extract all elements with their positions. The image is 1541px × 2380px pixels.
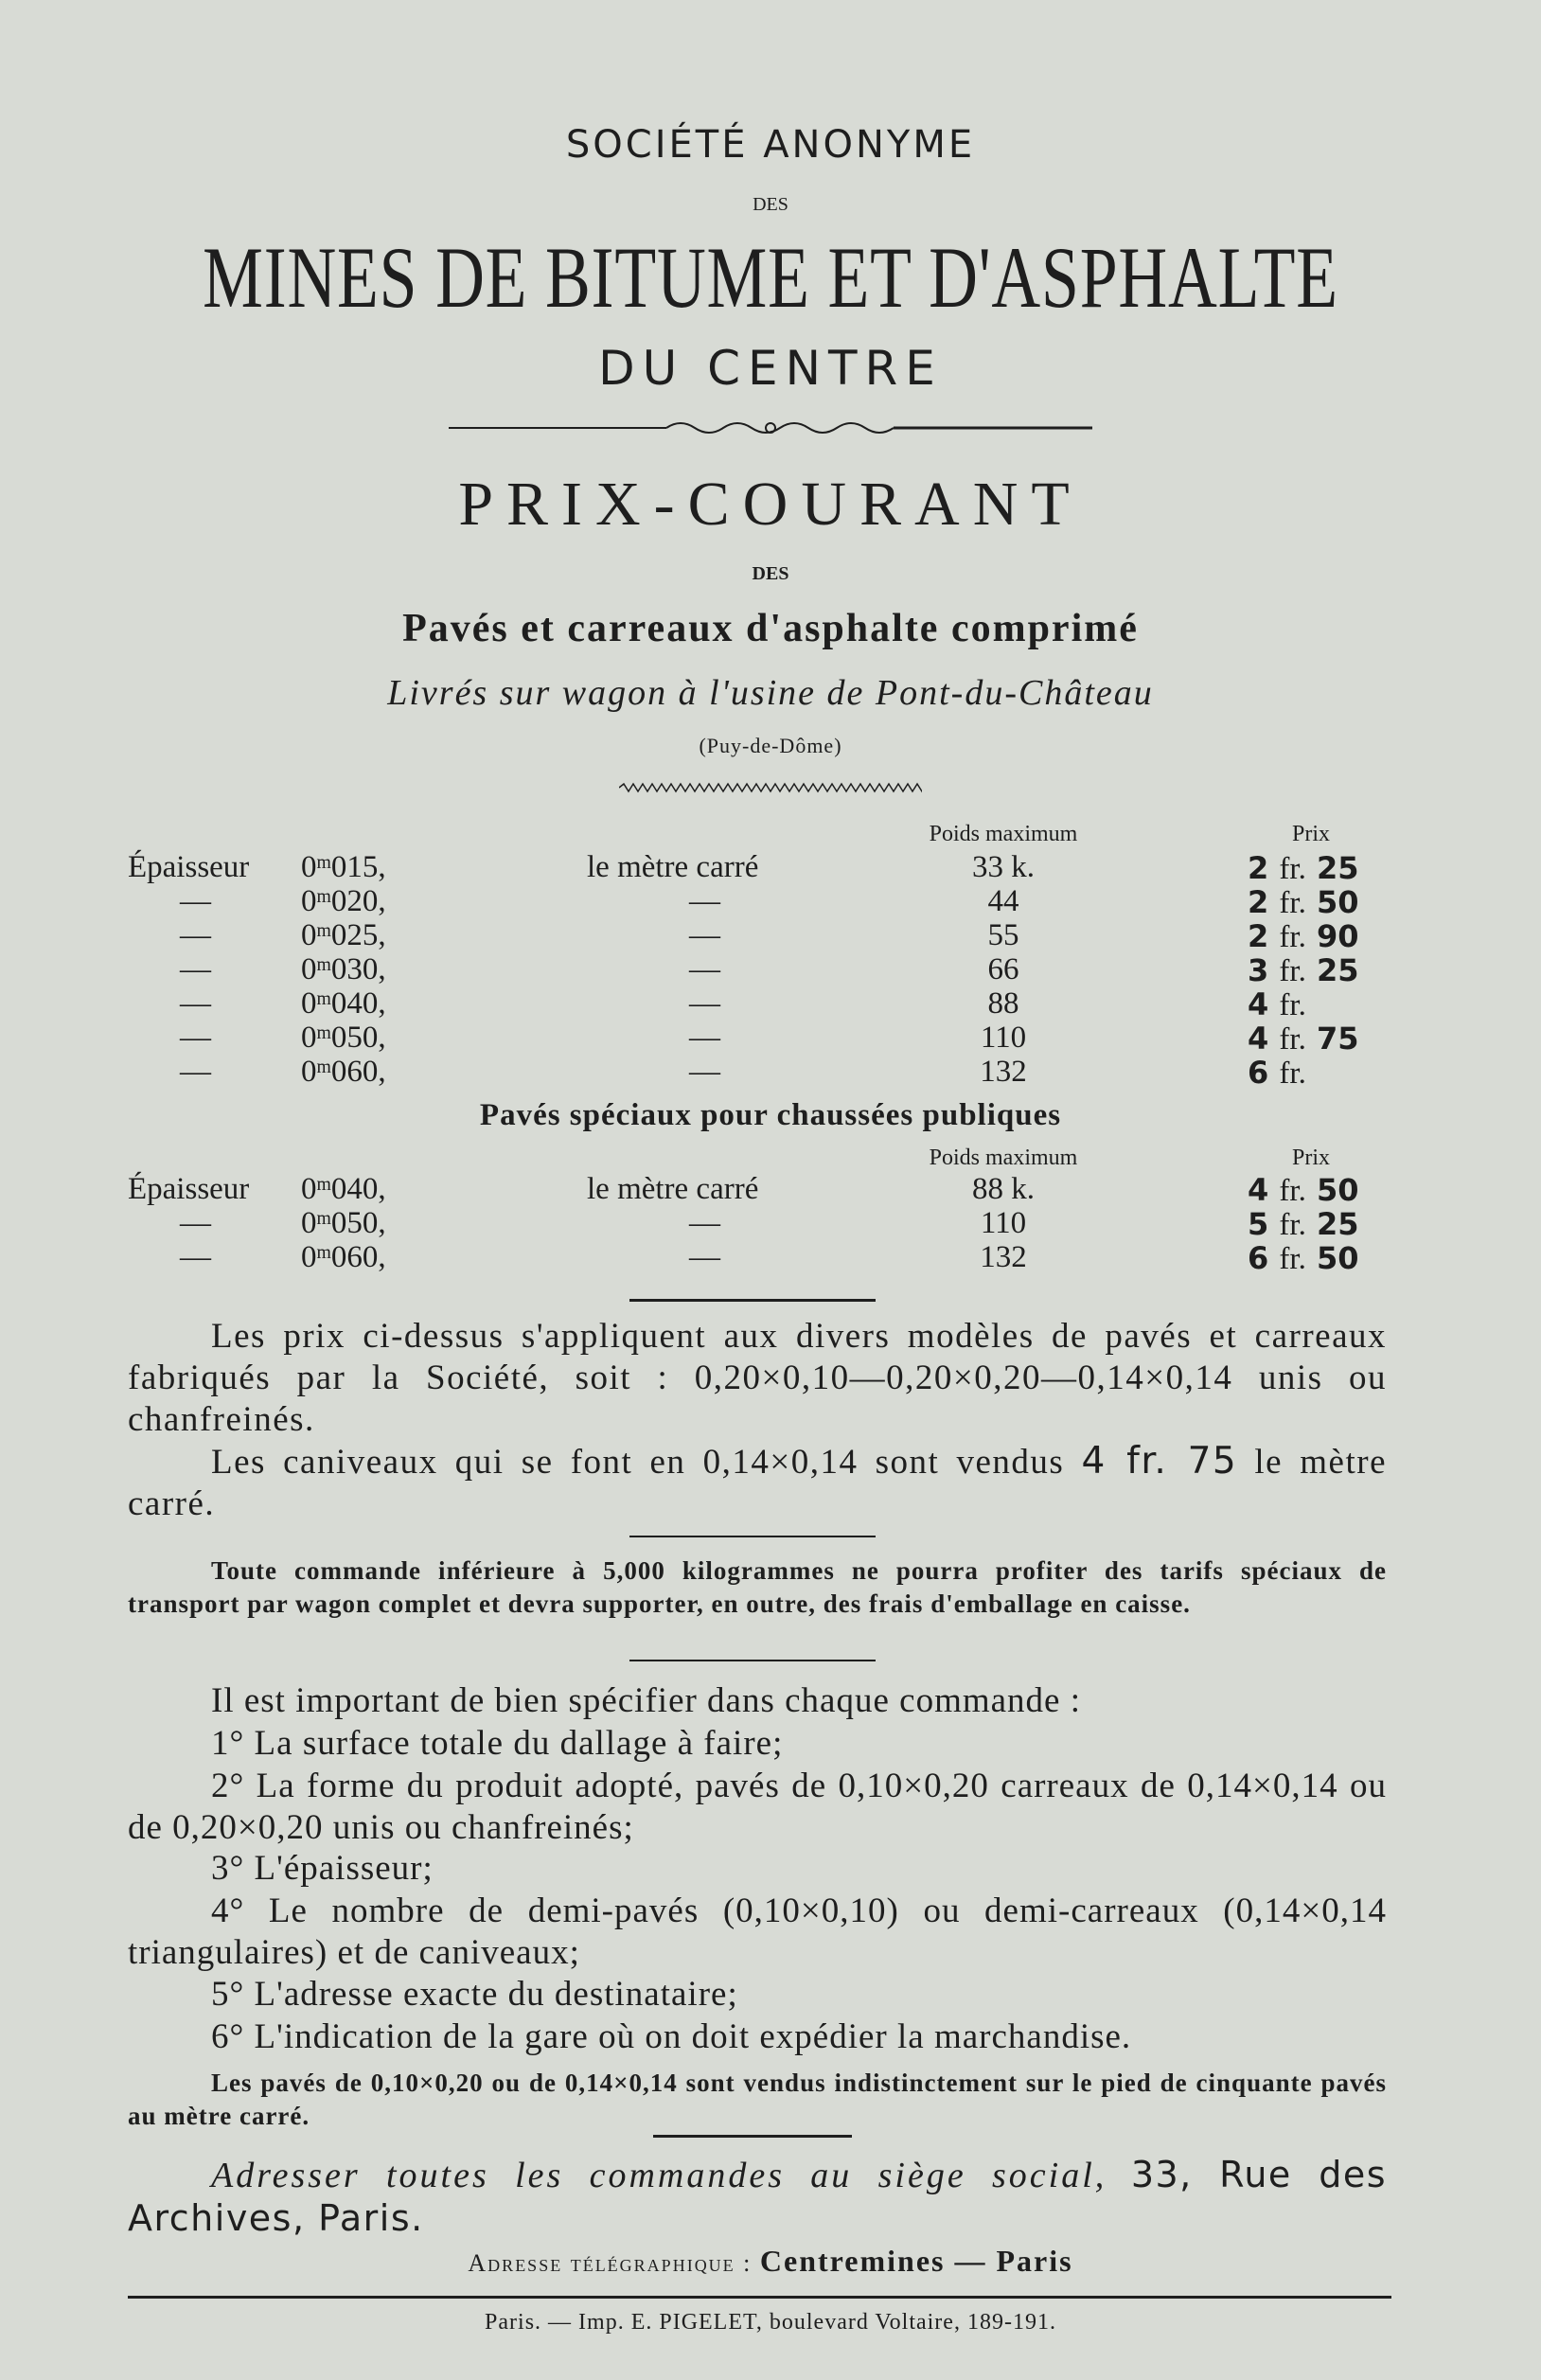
specify-intro: Il est important de bien spécifier dans chaque commande : bbox=[211, 1681, 1082, 1720]
table-row bbox=[0, 1021, 1541, 1055]
ditto-mark: — bbox=[689, 1021, 720, 1055]
connector-des: DES bbox=[753, 194, 788, 215]
region-line: (Puy-de-Dôme) bbox=[699, 734, 842, 757]
table-row bbox=[0, 952, 1541, 986]
weight-value: 55 bbox=[987, 918, 1019, 952]
ditto-mark: — bbox=[689, 986, 720, 1021]
head-office-address: 33, Rue des Archives, Paris. bbox=[128, 2154, 1387, 2239]
weight-value: 132 bbox=[980, 1240, 1027, 1274]
minimum-order-note: Toute commande inférieure à 5,000 kilogrammes ne pourra profiter des tarifs spéciaux de transport par wagon complet et devra supporter, en outre, des frais d'emballage en caisse. bbox=[128, 1556, 1387, 1618]
telegraph-address bbox=[0, 2244, 1541, 2279]
company-suffix: DU CENTRE bbox=[598, 341, 943, 396]
thickness-value: 0$^m$060, bbox=[301, 1055, 386, 1089]
special-section-title: Pavés spéciaux pour chaussées publiques bbox=[479, 1098, 1062, 1132]
gutters-text: Les caniveaux qui se font en 0,14×0,14 sont vendus bbox=[211, 1443, 1065, 1482]
weight-value: 66 bbox=[987, 952, 1019, 986]
divider bbox=[629, 1299, 876, 1302]
table-row bbox=[0, 850, 1541, 884]
special-table-header bbox=[0, 1146, 1541, 1172]
specification-item: 5° L'adresse exacte du destinataire; bbox=[211, 1975, 738, 2014]
price-value: 2 fr. 50 bbox=[1248, 884, 1359, 920]
weight-header: Poids maximum bbox=[929, 1146, 1078, 1170]
specification-item: 1° La surface totale du dallage à faire; bbox=[211, 1724, 784, 1763]
ditto-mark: — bbox=[180, 1021, 211, 1055]
price-value: 5 fr. 25 bbox=[1248, 1206, 1359, 1242]
printer-imprint: Paris. — Imp. E. PIGELET, boulevard Voltaire, 189-191. bbox=[485, 2310, 1056, 2335]
weight-value: 88 bbox=[987, 986, 1019, 1021]
price-value: 2 fr. 25 bbox=[1248, 850, 1359, 886]
weight-value: 33 k. bbox=[972, 850, 1035, 884]
weight-value: 132 bbox=[980, 1055, 1027, 1089]
connector-des-2: DES bbox=[752, 563, 789, 584]
ditto-mark: — bbox=[689, 884, 720, 918]
weight-value: 110 bbox=[980, 1206, 1027, 1240]
telegraph-label: Adresse télégraphique : bbox=[468, 2249, 753, 2277]
pieces-per-m2-note: Les pavés de 0,10×0,20 ou de 0,14×0,14 sont vendus indistinctement sur le pied de cinquante pavés au mètre carré. bbox=[128, 2069, 1387, 2130]
weight-value: 44 bbox=[987, 884, 1019, 918]
thickness-value: 0$^m$040, bbox=[301, 986, 386, 1021]
thickness-value: 0$^m$040, bbox=[301, 1172, 386, 1206]
company-prefix: SOCIÉTÉ ANONYME bbox=[565, 123, 976, 167]
table-row bbox=[0, 884, 1541, 918]
price-value: 4 fr. bbox=[1248, 986, 1306, 1022]
table-row bbox=[0, 1206, 1541, 1240]
specification-item: 6° L'indication de la gare où on doit expédier la marchandise. bbox=[211, 2017, 1132, 2056]
table-row bbox=[0, 1240, 1541, 1274]
table-row bbox=[0, 918, 1541, 952]
ditto-mark: — bbox=[689, 1240, 720, 1274]
company-name-text: MINES DE BITUME ET D'ASPHALTE bbox=[203, 229, 1338, 326]
ditto-mark: — bbox=[689, 952, 720, 986]
delivery-line: Livrés sur wagon à l'usine de Pont-du-Château bbox=[387, 673, 1154, 713]
telegraph-value: Centremines — Paris bbox=[759, 2244, 1073, 2278]
ditto-mark: — bbox=[180, 918, 211, 952]
gutters-note bbox=[128, 1441, 1387, 1525]
thickness-value: 0$^m$050, bbox=[301, 1021, 386, 1055]
models-note: Les prix ci-dessus s'appliquent aux divers modèles de pavés et carreaux fabriqués par la Société, soit : 0,20×0,10—0,20×0,20—0,14×0,14 unis ou chanfreinés. bbox=[128, 1317, 1387, 1439]
price-value: 3 fr. 25 bbox=[1248, 952, 1359, 988]
ditto-mark: — bbox=[180, 986, 211, 1021]
thickness-value: 0$^m$030, bbox=[301, 952, 386, 986]
ornament-divider-icon bbox=[0, 417, 1541, 444]
thickness-value: 0$^m$020, bbox=[301, 884, 386, 918]
document-title: PRIX-COURANT bbox=[458, 470, 1083, 539]
weight-value: 88 k. bbox=[972, 1172, 1035, 1206]
divider bbox=[629, 1536, 876, 1537]
table-header bbox=[0, 822, 1541, 848]
company-name bbox=[0, 227, 1541, 328]
specification-item: 2° La forme du produit adopté, pavés de 0,10×0,20 carreaux de 0,14×0,14 ou de 0,20×0,20 unis ou chanfreinés; bbox=[128, 1767, 1387, 1847]
ditto-mark: — bbox=[689, 918, 720, 952]
unit-label: le mètre carré bbox=[587, 850, 759, 884]
thickness-label: Épaisseur bbox=[128, 850, 250, 884]
ditto-mark: — bbox=[689, 1206, 720, 1240]
price-value: 4 fr. 50 bbox=[1248, 1172, 1359, 1208]
table-row bbox=[0, 1055, 1541, 1089]
ditto-mark: — bbox=[180, 884, 211, 918]
weight-value: 110 bbox=[980, 1021, 1027, 1055]
footer-rule bbox=[128, 2296, 1391, 2299]
divider bbox=[629, 1660, 876, 1661]
wavy-divider-icon bbox=[0, 781, 1541, 798]
products-title: Pavés et carreaux d'asphalte comprimé bbox=[402, 607, 1139, 650]
ditto-mark: — bbox=[180, 1240, 211, 1274]
ditto-mark: — bbox=[689, 1055, 720, 1089]
specification-item: 3° L'épaisseur; bbox=[211, 1849, 434, 1888]
table-row bbox=[0, 1172, 1541, 1206]
gutters-price: 4 fr. 75 bbox=[1081, 1440, 1238, 1483]
ditto-mark: — bbox=[180, 952, 211, 986]
table-row bbox=[0, 986, 1541, 1021]
thickness-label: Épaisseur bbox=[128, 1172, 250, 1206]
price-value: 6 fr. bbox=[1248, 1055, 1306, 1091]
thickness-value: 0$^m$015, bbox=[301, 850, 386, 884]
price-value: 6 fr. 50 bbox=[1248, 1240, 1359, 1276]
ditto-mark: — bbox=[180, 1206, 211, 1240]
gutters-unit: le mètre carré. bbox=[128, 1443, 1387, 1523]
thickness-value: 0$^m$025, bbox=[301, 918, 386, 952]
divider bbox=[653, 2135, 852, 2138]
orders-instruction: Adresser toutes les commandes au siège social, bbox=[211, 2156, 1107, 2195]
thickness-value: 0$^m$060, bbox=[301, 1240, 386, 1274]
weight-header: Poids maximum bbox=[929, 822, 1078, 846]
price-header: Prix bbox=[1291, 1146, 1330, 1170]
thickness-value: 0$^m$050, bbox=[301, 1206, 386, 1240]
specification-item: 4° Le nombre de demi-pavés (0,10×0,10) ou demi-carreaux (0,14×0,14 triangulaires) et de caniveaux; bbox=[128, 1892, 1387, 1972]
price-value: 4 fr. 75 bbox=[1248, 1021, 1359, 1057]
ditto-mark: — bbox=[180, 1055, 211, 1089]
orders-address bbox=[128, 2154, 1387, 2241]
unit-label: le mètre carré bbox=[587, 1172, 759, 1206]
price-header: Prix bbox=[1291, 822, 1330, 846]
price-value: 2 fr. 90 bbox=[1248, 918, 1359, 954]
